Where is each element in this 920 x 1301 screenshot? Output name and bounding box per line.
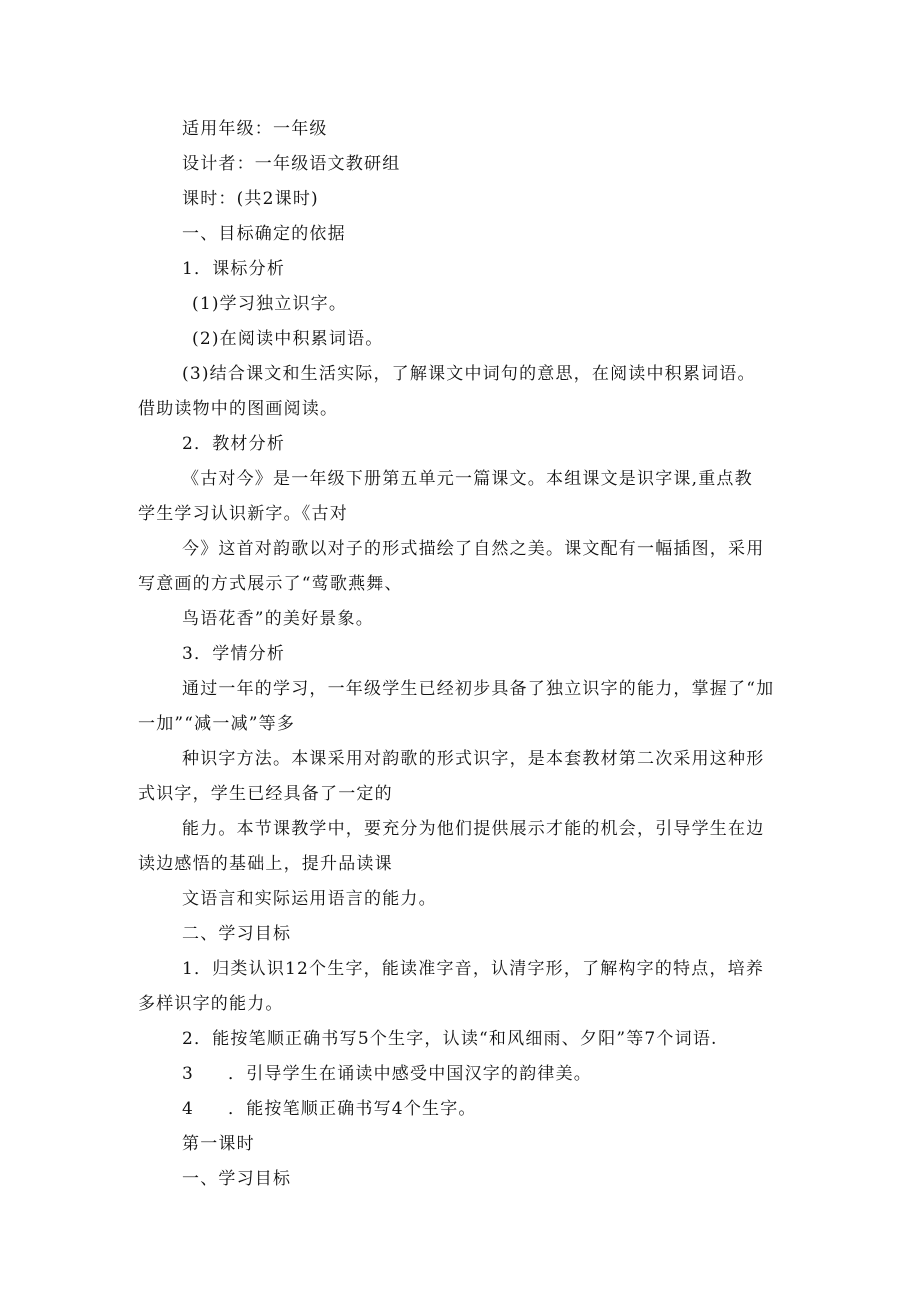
textbook-line: 学生学习认识新字。《古对	[138, 504, 348, 524]
textbook-line: 鸟语花香”的美好景象。	[182, 609, 374, 629]
learners-heading: 3．学情分析	[182, 644, 286, 664]
goal-2: 2．能按笔顺正确书写5个生字，认读“和风细雨、夕阳”等7个词语.	[182, 1029, 718, 1049]
textbook-line: 写意画的方式展示了“莺歌燕舞、	[138, 574, 403, 594]
lesson1-heading: 第一课时	[182, 1134, 255, 1154]
curriculum-heading: 1．课标分析	[182, 259, 286, 279]
textbook-heading: 2．教材分析	[182, 434, 286, 454]
textbook-line: 《古对今》是一年级下册第五单元一篇课文。本组课文是识字课,重点教	[182, 469, 753, 489]
section1-heading: 一、目标确定的依据	[182, 224, 346, 244]
learners-line: 读边感悟的基础上，提升品读课	[138, 854, 393, 874]
designer-line: 设计者：一年级语文教研组	[182, 154, 401, 174]
goal-1-line2: 多样识字的能力。	[138, 994, 284, 1014]
curriculum-item-1: (1)学习独立识字。	[192, 294, 348, 314]
goal-4-number: 4	[182, 1099, 195, 1119]
learners-line: 种识字方法。本课采用对韵歌的形式识字，是本套教材第二次采用这种形	[182, 749, 765, 769]
goal-4-text: ．能按笔顺正确书写4个生字。	[228, 1099, 477, 1119]
curriculum-item-3-line1: (3)结合课文和生活实际，了解课文中词句的意思，在阅读中积累词语。	[182, 364, 756, 384]
learners-line: 一加”“减一减”等多	[138, 714, 296, 734]
curriculum-item-3-line2: 借助读物中的图画阅读。	[138, 399, 339, 419]
section2-heading: 二、学习目标	[182, 924, 292, 944]
goal-1-line1: 1．归类认识12个生字，能读准字音，认清字形，了解构字的特点，培养	[182, 959, 765, 979]
learners-line: 能力。本节课教学中，要充分为他们提供展示才能的机会，引导学生在边	[182, 819, 765, 839]
textbook-line: 今》这首对韵歌以对子的形式描绘了自然之美。课文配有一幅插图，采用	[182, 539, 765, 559]
goal-3-number: 3	[182, 1064, 195, 1084]
learners-line: 式识字，学生已经具备了一定的	[138, 784, 393, 804]
goal-3-text: ．引导学生在诵读中感受中国汉字的韵律美。	[228, 1064, 592, 1084]
lesson1-subheading: 一、学习目标	[182, 1169, 292, 1189]
curriculum-item-2: (2)在阅读中积累词语。	[192, 329, 384, 349]
grade-line: 适用年级：一年级	[182, 119, 328, 139]
periods-line: 课时：(共2课时)	[182, 189, 319, 209]
learners-line: 通过一年的学习，一年级学生已经初步具备了独立识字的能力，掌握了“加	[182, 679, 775, 699]
learners-line: 文语言和实际运用语言的能力。	[182, 889, 437, 909]
